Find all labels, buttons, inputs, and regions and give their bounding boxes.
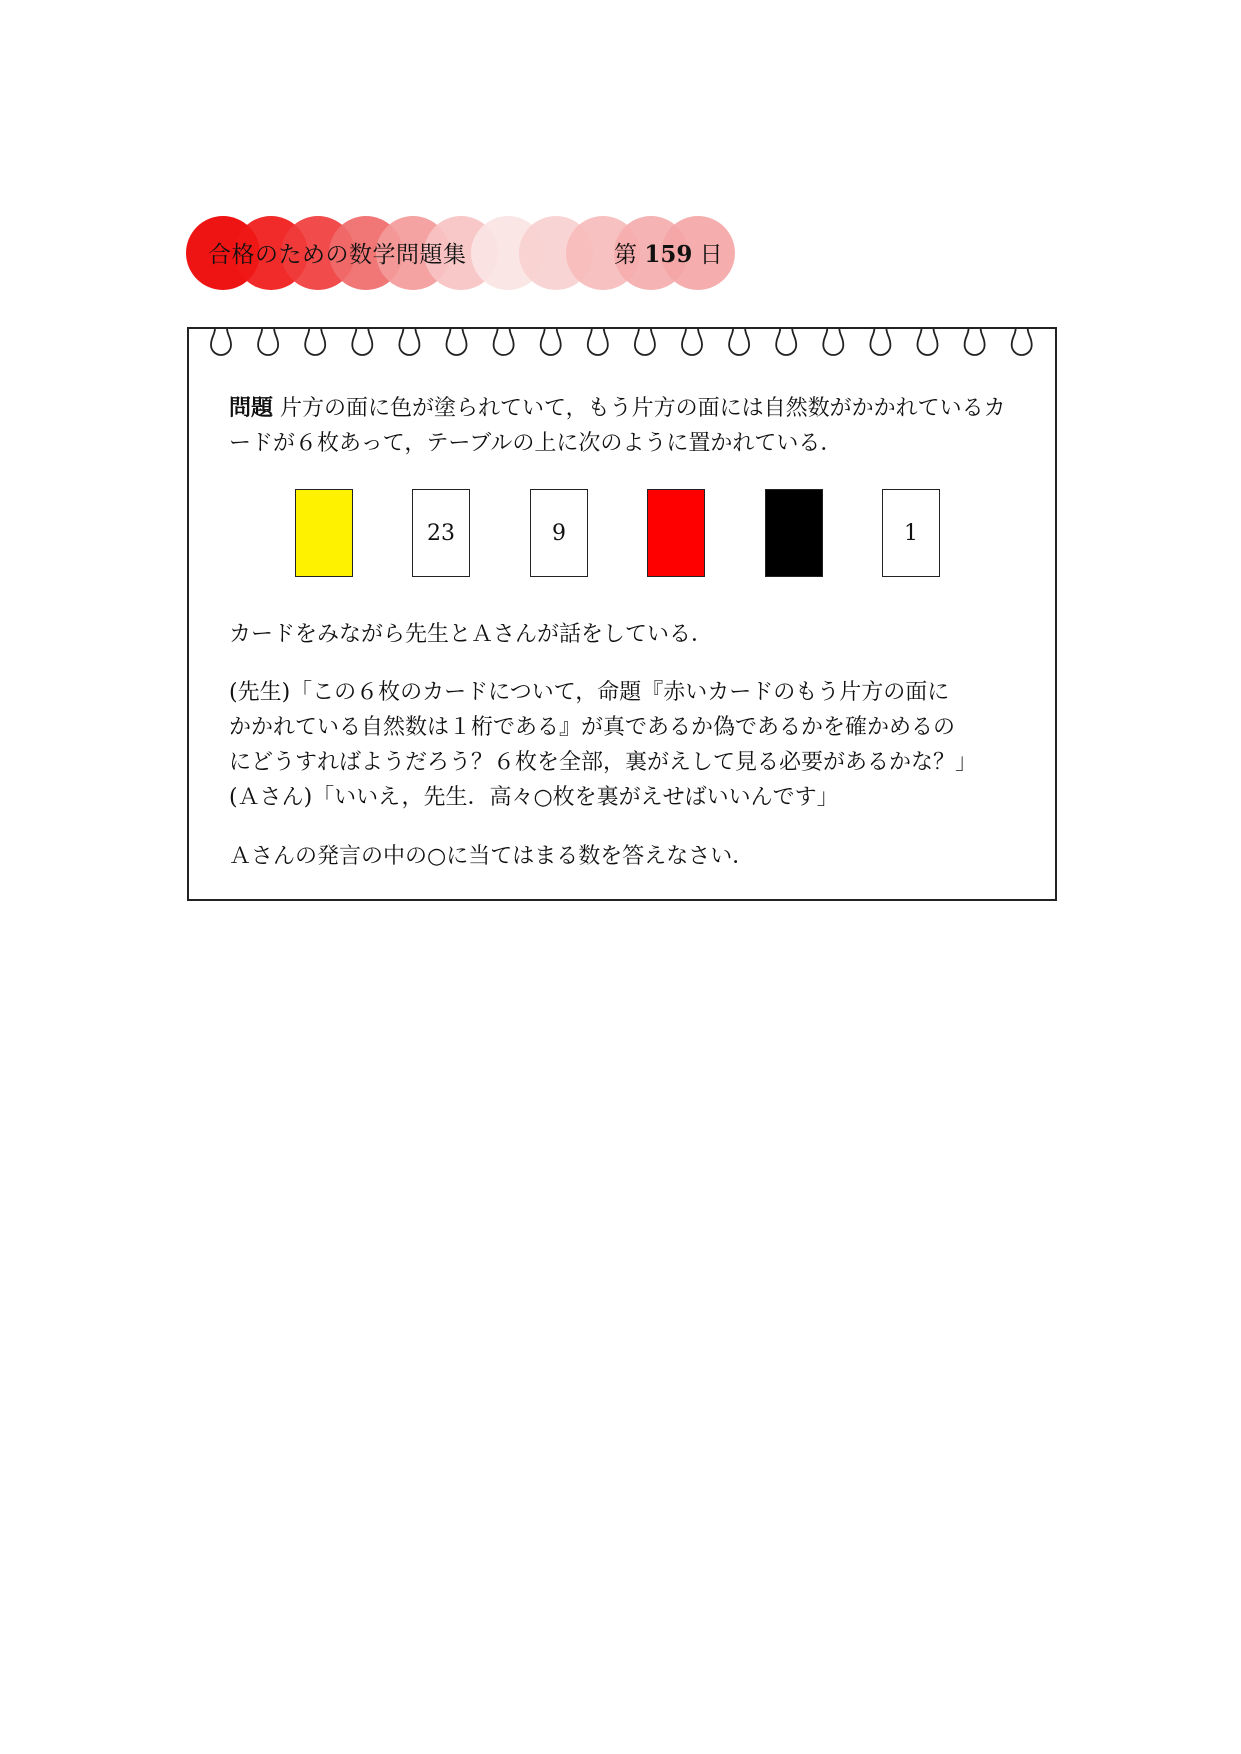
problem-label: 問題 <box>229 396 274 421</box>
card-red <box>647 489 705 577</box>
day-number: 159 <box>644 241 693 268</box>
teacher-line-2: かかれている自然数は１桁である』が真であるか偽であるかを確かめるの <box>229 715 956 740</box>
intro-text: カードをみながら先生とＡさんが話をしている． <box>229 622 714 647</box>
card-23: 23 <box>412 489 470 577</box>
student-line: (Ａさん)「いいえ，先生．高々○枚を裏がえせばいいんです」 <box>229 785 839 810</box>
teacher-line-1: (先生)「この６枚のカードについて，命題『赤いカードのもう片方の面に <box>229 680 950 705</box>
day-label <box>614 236 723 269</box>
header-banner <box>0 0 1241 300</box>
day-prefix: 第 <box>614 242 637 268</box>
problem-text: 片方の面に色が塗られていて，もう片方の面には自然数がかかれているカードが６枚あって，テーブルの上に次のように置かれている． <box>229 396 1006 456</box>
problem-statement <box>229 391 1019 461</box>
card-yellow <box>295 489 353 577</box>
day-suffix: 日 <box>699 242 723 268</box>
card-9: 9 <box>530 489 588 577</box>
card-1: 1 <box>882 489 940 577</box>
card-black <box>765 489 823 577</box>
card-row <box>295 489 995 581</box>
book-title: 合格のための数学問題集 <box>208 242 467 268</box>
dialogue <box>229 675 1029 815</box>
problem-card <box>187 327 1057 901</box>
teacher-line-3: にどうすればようだろう？６枚を全部，裏がえして見る必要があるかな？」 <box>229 750 978 775</box>
question-text: Ａさんの発言の中の○に当てはまる数を答えなさい． <box>229 844 755 869</box>
